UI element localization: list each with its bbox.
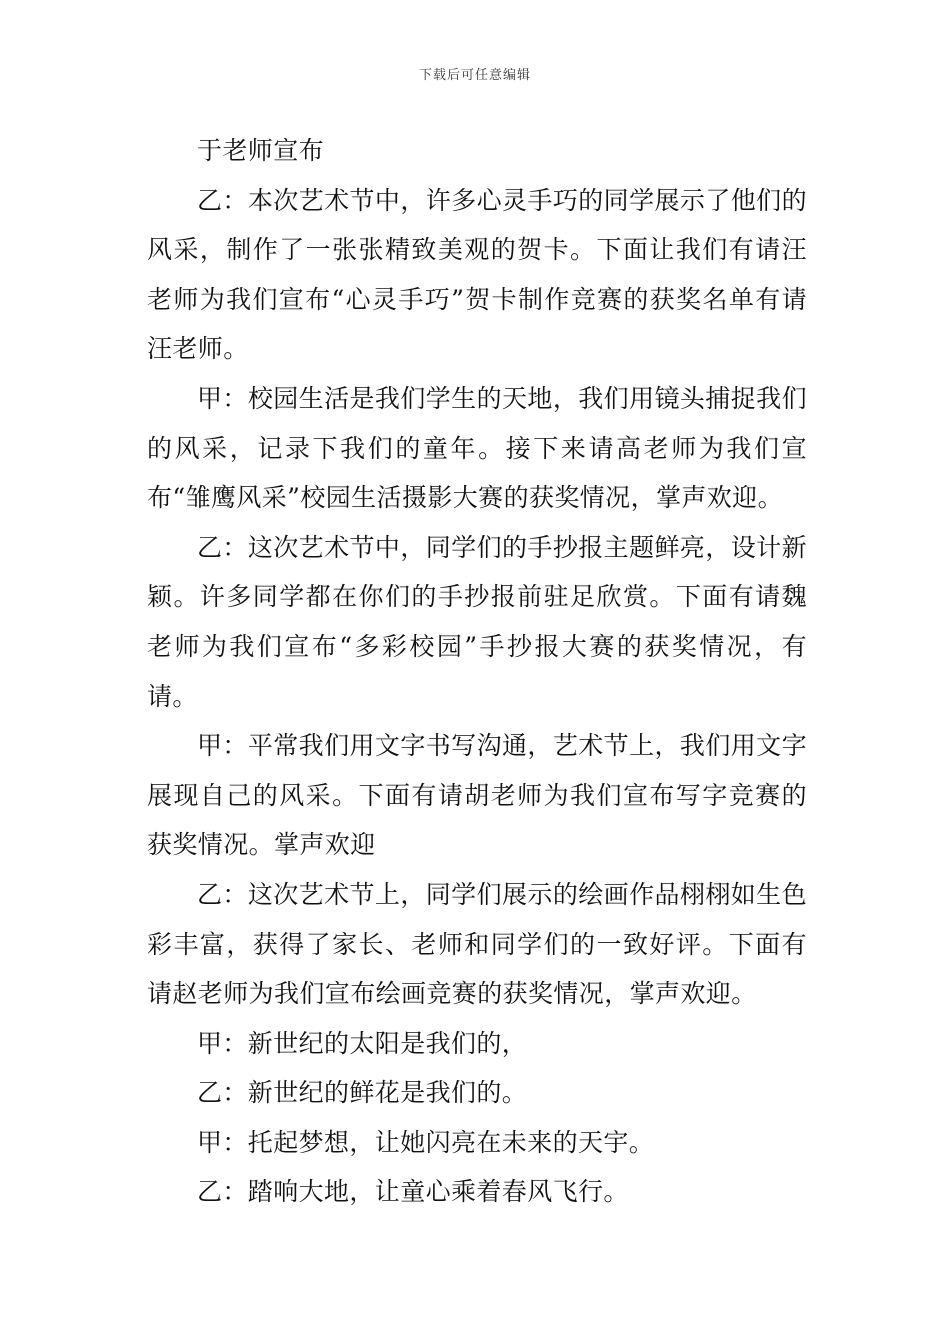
paragraph-painting-award: 乙：这次艺术节上，同学们展示的绘画作品栩栩如生色彩丰富，获得了家长、老师和同学们的一致好评。下面有请赵老师为我们宣布绘画竞赛的获奖情况，掌声欢迎。 bbox=[147, 879, 807, 1009]
paragraph-greeting-card-award: 乙：本次艺术节中，许多心灵手巧的同学展示了他们的风采，制作了一张张精致美观的贺卡。下面让我们有请汪老师为我们宣布“心灵手巧”贺卡制作竞赛的获奖名单有请汪老师。 bbox=[147, 185, 807, 364]
paragraph-handwritten-newspaper-award: 乙：这次艺术节中，同学们的手抄报主题鲜亮，设计新颖。许多同学都在你们的手抄报前驻足欣赏。下面有请魏老师为我们宣布“多彩校园”手抄报大赛的获奖情况，有请。 bbox=[147, 532, 807, 711]
paragraph-closing-line-4: 乙：踏响大地，让童心乘着春风飞行。 bbox=[197, 1177, 629, 1207]
paragraph-announcer-yu: 于老师宣布 bbox=[197, 136, 325, 165]
paragraph-closing-line-1: 甲：新世纪的太阳是我们的， bbox=[197, 1028, 528, 1058]
paragraph-closing-line-3: 甲：托起梦想，让她闪亮在未来的天宇。 bbox=[197, 1127, 655, 1157]
paragraph-calligraphy-award: 甲：平常我们用文字书写沟通，艺术节上，我们用文字展现自己的风采。下面有请胡老师为我们宣布写字竞赛的获奖情况。掌声欢迎 bbox=[147, 731, 807, 860]
paragraph-closing-line-2: 乙：新世纪的鲜花是我们的。 bbox=[197, 1078, 528, 1108]
document-body bbox=[147, 126, 807, 1217]
paragraph-photography-award: 甲：校园生活是我们学生的天地，我们用镜头捕捉我们的风采，记录下我们的童年。接下来请高老师为我们宣布“雏鹰风采”校园生活摄影大赛的获奖情况，掌声欢迎。 bbox=[147, 383, 807, 513]
page-header: 下载后可任意编辑 bbox=[418, 68, 531, 83]
